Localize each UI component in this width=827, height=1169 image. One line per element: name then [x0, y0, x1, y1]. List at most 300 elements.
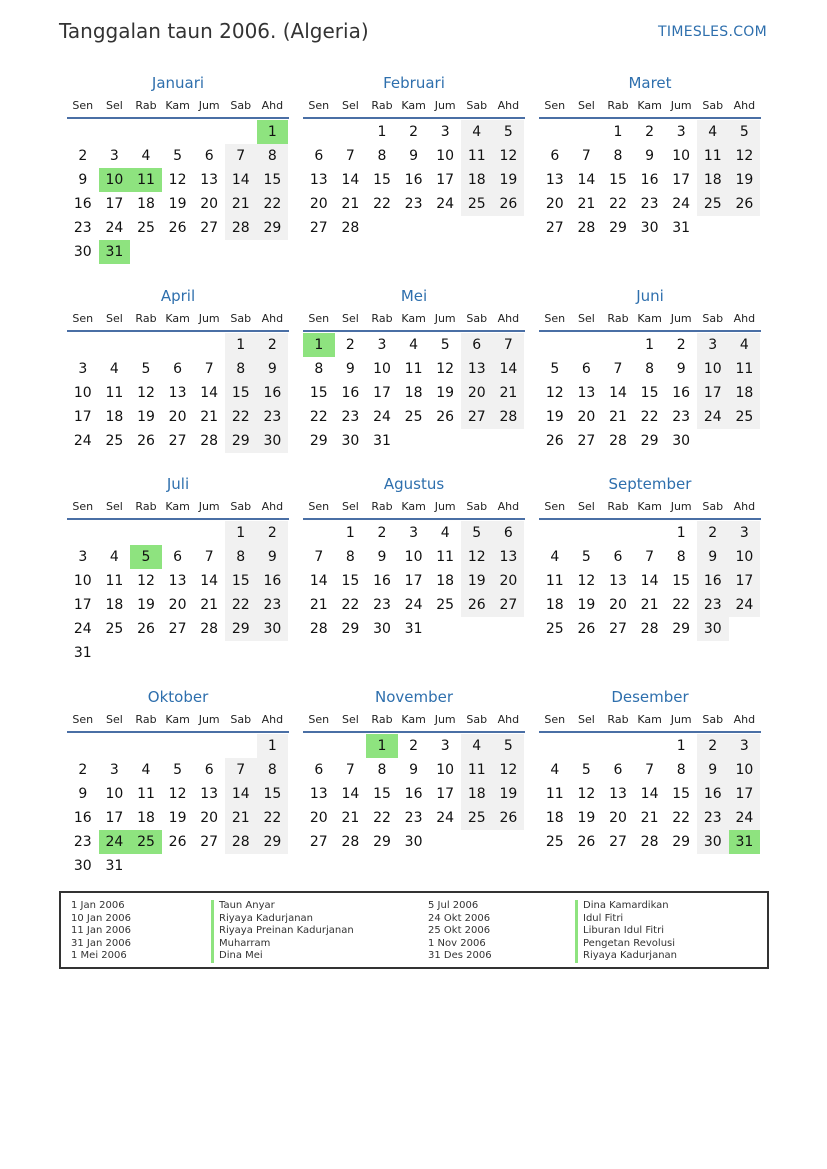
day-cell: 4 [461, 734, 493, 758]
holiday-day-cell: 1 [366, 734, 398, 758]
legend-date: 31 Des 2006 [428, 950, 492, 961]
day-cell: 10 [697, 357, 729, 381]
month-name: April [160, 287, 196, 305]
weekday-label: Sel [341, 712, 359, 726]
holiday-day-cell: 24 [99, 830, 131, 854]
day-cell: 17 [729, 782, 761, 806]
empty-cell [539, 333, 571, 357]
empty-cell [539, 120, 571, 144]
weekday-label: Ahd [261, 499, 284, 513]
day-cell: 12 [137, 385, 155, 401]
legend-dates-left [71, 900, 131, 963]
weekday-header [539, 495, 761, 517]
day-cell: 28 [309, 621, 328, 637]
day-cell: 14 [341, 172, 360, 188]
holiday-day-cell: 31 [99, 240, 131, 264]
day-cell: 18 [404, 385, 423, 401]
day-cell: 28 [225, 830, 257, 854]
day-cell: 18 [545, 597, 564, 613]
day-cell: 9 [697, 545, 729, 569]
weekday-header [67, 708, 289, 730]
legend-holiday-name: Muharram [211, 938, 354, 951]
day-cell: 1 [225, 521, 257, 545]
weekday-label: Sab [466, 98, 488, 112]
day-cell: 5 [141, 361, 151, 377]
day-cell: 10 [373, 361, 391, 377]
day-cell: 12 [493, 144, 525, 168]
weekday-label: Ahd [497, 499, 520, 513]
day-cell: 20 [609, 597, 627, 613]
day-cell: 19 [137, 409, 155, 425]
day-cell: 9 [409, 148, 419, 164]
header-divider [539, 731, 761, 733]
empty-cell [602, 734, 634, 758]
day-cell: 1 [345, 525, 355, 541]
holiday-day-cell: 11 [130, 168, 162, 192]
day-cell: 6 [613, 762, 623, 778]
day-cell: 24 [436, 810, 455, 826]
weekday-label: Kam [401, 499, 426, 513]
legend-holiday-name: Riyaya Preinan Kadurjanan [211, 925, 354, 938]
day-cell: 9 [377, 549, 387, 565]
day-cell: 17 [436, 786, 455, 802]
day-cell: 14 [640, 573, 659, 589]
weekday-label: Sab [466, 499, 488, 513]
day-cell: 8 [257, 758, 289, 782]
weekday-label: Sel [341, 311, 359, 325]
weekday-label: Rab [371, 98, 393, 112]
weekday-label: Sab [702, 499, 724, 513]
header-divider [67, 330, 289, 332]
day-cell: 18 [545, 810, 564, 826]
legend-holiday-name: Riyaya Kadurjanan [575, 950, 677, 963]
day-cell: 26 [493, 806, 525, 830]
day-cell: 30 [73, 244, 92, 260]
day-cell: 5 [173, 148, 183, 164]
weekday-label: Sen [308, 499, 330, 513]
legend-names-left [211, 900, 354, 963]
day-cell: 22 [373, 196, 391, 212]
day-cell: 28 [640, 621, 659, 637]
day-cell: 3 [78, 361, 88, 377]
day-grid [67, 120, 289, 264]
empty-cell [130, 734, 162, 758]
month-name: Maret [628, 74, 672, 92]
day-cell: 7 [581, 148, 591, 164]
day-cell: 28 [225, 216, 257, 240]
header-divider [67, 731, 289, 733]
empty-cell [67, 120, 99, 144]
day-grid [303, 521, 525, 641]
day-cell: 5 [729, 120, 761, 144]
legend-date: 25 Okt 2006 [428, 925, 491, 936]
empty-cell [602, 333, 634, 357]
holiday-legend [59, 891, 769, 969]
day-cell: 6 [314, 148, 324, 164]
day-cell: 25 [137, 220, 155, 236]
day-cell: 7 [345, 148, 355, 164]
day-cell: 11 [697, 144, 729, 168]
day-cell: 29 [257, 216, 289, 240]
day-cell: 7 [493, 333, 525, 357]
day-cell: 21 [341, 810, 360, 826]
month-6 [539, 285, 761, 453]
day-cell: 31 [105, 858, 124, 874]
day-cell: 3 [377, 337, 387, 353]
day-cell: 19 [461, 569, 493, 593]
day-cell: 15 [257, 168, 289, 192]
day-cell: 16 [73, 810, 92, 826]
day-cell: 23 [373, 597, 391, 613]
day-cell: 16 [341, 385, 360, 401]
month-name: September [608, 475, 692, 493]
day-cell: 2 [257, 521, 289, 545]
day-cell: 4 [461, 120, 493, 144]
day-cell: 21 [225, 192, 257, 216]
weekday-label: Sen [72, 311, 94, 325]
day-cell: 24 [729, 806, 761, 830]
weekday-label: Kam [637, 712, 662, 726]
header-divider [539, 330, 761, 332]
day-cell: 23 [73, 220, 92, 236]
weekday-label: Rab [135, 499, 157, 513]
day-cell: 9 [78, 786, 88, 802]
weekday-label: Sab [230, 712, 252, 726]
day-cell: 22 [672, 810, 691, 826]
empty-cell [303, 734, 335, 758]
day-cell: 20 [200, 810, 219, 826]
day-cell: 27 [309, 834, 328, 850]
day-cell: 11 [436, 549, 455, 565]
day-cell: 27 [577, 433, 596, 449]
weekday-label: Sel [105, 499, 123, 513]
brand-link[interactable]: TIMESLES.COM [658, 24, 767, 40]
day-cell: 8 [676, 762, 686, 778]
weekday-label: Rab [371, 311, 393, 325]
day-grid [539, 120, 761, 240]
day-cell: 27 [461, 405, 493, 429]
day-cell: 18 [105, 409, 124, 425]
weekday-label: Rab [607, 311, 629, 325]
day-cell: 14 [341, 786, 360, 802]
month-9 [539, 473, 761, 641]
day-cell: 27 [609, 621, 627, 637]
day-cell: 17 [436, 172, 455, 188]
header-divider [303, 731, 525, 733]
empty-cell [571, 120, 603, 144]
weekday-label: Ahd [497, 311, 520, 325]
day-cell: 14 [609, 385, 627, 401]
weekday-label: Ahd [497, 712, 520, 726]
holiday-day-cell: 25 [130, 830, 162, 854]
day-cell: 2 [345, 337, 355, 353]
header-divider [67, 117, 289, 119]
day-cell: 5 [550, 361, 560, 377]
day-cell: 20 [168, 597, 187, 613]
day-cell: 8 [613, 148, 623, 164]
day-cell: 24 [729, 593, 761, 617]
weekday-header [67, 94, 289, 116]
day-cell: 30 [257, 617, 289, 641]
day-cell: 26 [168, 834, 187, 850]
day-cell: 8 [676, 549, 686, 565]
day-cell: 5 [461, 521, 493, 545]
day-cell: 2 [78, 148, 88, 164]
day-cell: 17 [73, 597, 92, 613]
weekday-label: Sel [577, 98, 595, 112]
day-cell: 24 [105, 220, 124, 236]
day-cell: 17 [404, 573, 423, 589]
day-cell: 1 [257, 734, 289, 758]
day-cell: 17 [672, 172, 691, 188]
day-cell: 15 [640, 385, 659, 401]
day-cell: 30 [672, 433, 691, 449]
day-cell: 16 [257, 381, 289, 405]
day-cell: 2 [697, 521, 729, 545]
day-cell: 21 [609, 409, 627, 425]
weekday-label: Sen [72, 712, 94, 726]
weekday-header [539, 94, 761, 116]
day-cell: 25 [436, 597, 455, 613]
day-cell: 11 [461, 758, 493, 782]
day-cell: 6 [613, 549, 623, 565]
legend-date: 1 Nov 2006 [428, 937, 486, 949]
day-cell: 21 [577, 196, 596, 212]
day-cell: 20 [309, 196, 328, 212]
day-cell: 27 [545, 220, 564, 236]
weekday-header [539, 307, 761, 329]
month-11 [303, 686, 525, 854]
day-cell: 25 [461, 806, 493, 830]
legend-date: 11 Jan 2006 [71, 925, 131, 936]
day-cell: 22 [257, 192, 289, 216]
day-cell: 10 [729, 545, 761, 569]
day-cell: 20 [493, 569, 525, 593]
day-cell: 26 [436, 409, 455, 425]
day-cell: 11 [729, 357, 761, 381]
legend-holiday-name: Riyaya Kadurjanan [211, 913, 354, 926]
day-cell: 30 [640, 220, 659, 236]
day-cell: 4 [697, 120, 729, 144]
day-cell: 8 [377, 762, 387, 778]
day-cell: 25 [545, 621, 564, 637]
day-cell: 29 [609, 220, 627, 236]
day-cell: 1 [613, 124, 623, 140]
day-cell: 30 [73, 858, 92, 874]
day-cell: 22 [309, 409, 328, 425]
day-cell: 11 [105, 385, 124, 401]
day-cell: 31 [404, 621, 423, 637]
weekday-label: Jum [670, 499, 692, 513]
day-cell: 13 [200, 786, 219, 802]
day-cell: 21 [225, 806, 257, 830]
day-cell: 8 [377, 148, 387, 164]
day-grid [539, 521, 761, 641]
weekday-label: Rab [371, 499, 393, 513]
day-cell: 9 [257, 545, 289, 569]
weekday-label: Jum [198, 98, 220, 112]
legend-date: 31 Jan 2006 [71, 937, 131, 949]
month-name: Oktober [147, 688, 209, 706]
empty-cell [303, 521, 335, 545]
day-cell: 22 [609, 196, 627, 212]
day-cell: 8 [345, 549, 355, 565]
legend-date: 1 Jan 2006 [71, 900, 125, 911]
month-1 [67, 72, 289, 264]
day-cell: 14 [200, 385, 219, 401]
day-cell: 29 [309, 433, 328, 449]
day-cell: 11 [545, 573, 564, 589]
day-cell: 11 [105, 573, 124, 589]
day-cell: 10 [436, 762, 455, 778]
weekday-label: Kam [401, 712, 426, 726]
day-cell: 6 [173, 549, 183, 565]
day-cell: 18 [729, 381, 761, 405]
day-cell: 16 [697, 782, 729, 806]
day-cell: 14 [225, 782, 257, 806]
weekday-label: Sen [544, 98, 566, 112]
day-cell: 15 [309, 385, 328, 401]
day-cell: 11 [545, 786, 564, 802]
day-cell: 20 [609, 810, 627, 826]
day-cell: 15 [341, 573, 360, 589]
weekday-label: Jum [198, 499, 220, 513]
day-cell: 18 [461, 782, 493, 806]
empty-cell [602, 521, 634, 545]
day-cell: 15 [672, 573, 691, 589]
day-cell: 10 [436, 148, 455, 164]
day-cell: 23 [404, 810, 423, 826]
day-cell: 19 [729, 168, 761, 192]
day-cell: 30 [697, 830, 729, 854]
day-cell: 5 [440, 337, 450, 353]
day-cell: 10 [73, 385, 92, 401]
day-cell: 29 [373, 834, 391, 850]
day-cell: 26 [729, 192, 761, 216]
month-7 [67, 473, 289, 665]
header-divider [303, 518, 525, 520]
empty-cell [130, 120, 162, 144]
day-cell: 26 [461, 593, 493, 617]
weekday-label: Rab [135, 712, 157, 726]
month-name: Januari [151, 74, 205, 92]
weekday-label: Jum [670, 311, 692, 325]
day-cell: 30 [373, 621, 391, 637]
day-cell: 18 [461, 168, 493, 192]
day-cell: 6 [314, 762, 324, 778]
legend-holiday-name: Pengetan Revolusi [575, 938, 677, 951]
weekday-label: Ahd [261, 311, 284, 325]
weekday-label: Kam [401, 311, 426, 325]
day-cell: 20 [577, 409, 596, 425]
weekday-label: Kam [165, 98, 190, 112]
weekday-label: Rab [607, 98, 629, 112]
weekday-label: Jum [434, 712, 456, 726]
day-cell: 9 [257, 357, 289, 381]
day-cell: 9 [676, 361, 686, 377]
empty-cell [193, 521, 225, 545]
day-cell: 26 [137, 433, 155, 449]
legend-date: 24 Okt 2006 [428, 912, 491, 924]
day-cell: 13 [577, 385, 596, 401]
day-cell: 12 [729, 144, 761, 168]
day-cell: 2 [409, 124, 419, 140]
day-cell: 29 [672, 621, 691, 637]
day-cell: 28 [341, 834, 360, 850]
weekday-label: Ahd [733, 712, 756, 726]
day-grid [303, 120, 525, 240]
day-cell: 22 [373, 810, 391, 826]
day-cell: 27 [168, 621, 187, 637]
day-cell: 22 [225, 405, 257, 429]
empty-cell [634, 734, 666, 758]
legend-date: 1 Mei 2006 [71, 950, 127, 961]
day-cell: 4 [109, 361, 119, 377]
day-cell: 8 [645, 361, 655, 377]
weekday-label: Sab [702, 98, 724, 112]
day-cell: 23 [404, 196, 423, 212]
day-grid [303, 333, 525, 453]
day-cell: 9 [345, 361, 355, 377]
day-cell: 16 [404, 786, 423, 802]
day-cell: 25 [105, 621, 124, 637]
day-cell: 21 [200, 409, 219, 425]
weekday-label: Kam [165, 499, 190, 513]
weekday-label: Ahd [733, 98, 756, 112]
day-cell: 14 [309, 573, 328, 589]
day-cell: 6 [173, 361, 183, 377]
day-cell: 30 [697, 617, 729, 641]
day-cell: 4 [409, 337, 419, 353]
day-cell: 13 [168, 385, 187, 401]
weekday-label: Sel [105, 98, 123, 112]
day-cell: 24 [373, 409, 391, 425]
empty-cell [193, 333, 225, 357]
legend-holiday-name: Dina Kamardikan [575, 900, 677, 913]
day-cell: 4 [729, 333, 761, 357]
weekday-label: Jum [434, 98, 456, 112]
day-cell: 30 [404, 834, 423, 850]
day-cell: 21 [493, 381, 525, 405]
empty-cell [99, 521, 131, 545]
day-cell: 2 [377, 525, 387, 541]
day-cell: 23 [257, 405, 289, 429]
day-cell: 1 [676, 738, 686, 754]
day-cell: 3 [109, 148, 119, 164]
weekday-label: Rab [135, 311, 157, 325]
weekday-label: Sel [105, 311, 123, 325]
day-cell: 29 [257, 830, 289, 854]
day-cell: 25 [404, 409, 423, 425]
day-cell: 15 [672, 786, 691, 802]
weekday-label: Sab [702, 311, 724, 325]
day-cell: 23 [341, 409, 360, 425]
day-cell: 25 [461, 192, 493, 216]
day-cell: 18 [137, 196, 155, 212]
day-cell: 3 [729, 734, 761, 758]
weekday-label: Sel [577, 499, 595, 513]
empty-cell [303, 120, 335, 144]
weekday-header [303, 307, 525, 329]
day-cell: 28 [640, 834, 659, 850]
day-grid [539, 734, 761, 854]
header-divider [67, 518, 289, 520]
weekday-header [303, 708, 525, 730]
day-cell: 13 [609, 573, 627, 589]
day-cell: 11 [137, 786, 155, 802]
day-cell: 26 [545, 433, 564, 449]
month-3 [539, 72, 761, 240]
